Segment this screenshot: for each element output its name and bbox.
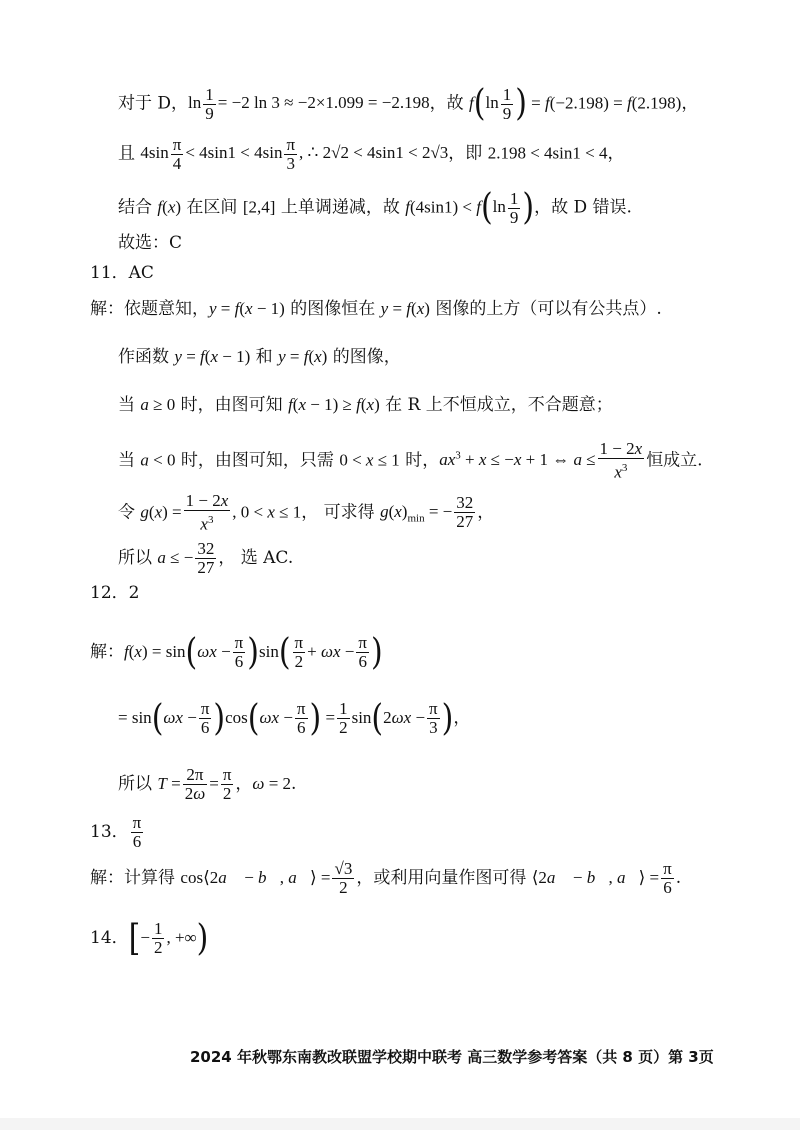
solution-line-11: 解：f(x) = sin(ωx − $\frac{\pi}{6}$ )sin( $\frac{\pi}{2}$ + ωx − $\frac{\pi}{6}$ ) bbox=[90, 630, 383, 673]
page-footer: 2024 年秋鄂东南教改联盟学校期中联考 高三数学参考答案（共 8 页）第 3页 bbox=[190, 1048, 714, 1066]
solution-line-8: 当 a < 0 时，由图可知，只需 0 < x ≤ 1 时，$ax^3 + x \le -x + 1$ ⇔ a ≤ $\frac{1 - 2x}{x^3}$ 恒成立. bbox=[118, 439, 703, 482]
solution-line-1: 对于 D，ln $\frac{1}{9}$ = −2 ln 3 ≈ −2×1.099 = −2.198，故 f(ln $\frac{1}{9}$ ) = f(−2.198) = f(2.198)， bbox=[118, 82, 699, 125]
solution-line-13: 所以 T = $\frac{2\pi}{2\omega}$ = $\frac{\pi}{2}$ ，ω = 2. bbox=[118, 765, 297, 803]
page-bottom-edge bbox=[0, 1118, 800, 1130]
solution-line-5: 解：依题意知，y = f(x − 1) 的图像恒在 y = f(x) 图像的上方（可以有公共点）. bbox=[90, 299, 662, 319]
solution-line-4: 故选：C bbox=[118, 233, 183, 253]
solution-line-10: 所以 a ≤ − $\frac{32}{27}$ ， 选 AC. bbox=[118, 539, 294, 577]
answer-11: 11．AC bbox=[90, 263, 154, 283]
solution-line-12: = sin(ωx − $\frac{\pi}{6}$ )cos(ωx − $\frac{\pi}{6}$ ) = $\frac{1}{2}$ sin(2ωx − $\frac{\pi}{3}$ )， bbox=[118, 696, 471, 739]
solution-line-6: 作函数 y = f(x − 1) 和 y = f(x) 的图像， bbox=[118, 347, 401, 367]
answer-13: 13． $\frac{\pi}{6}$ bbox=[90, 813, 142, 851]
solution-line-2: 且 4sin $\frac{\pi}{4}$ < 4sin1 < 4sin $\frac{\pi}{3}$ , ∴ 2√2 < 4sin1 < 2√3，即 2.198 < 4sin1 < 4， bbox=[118, 135, 625, 173]
solution-line-3: 结合 f(x) 在区间 [2,4] 上单调递减，故 f(4sin1) < f(ln $\frac{1}{9}$ )，故 D 错误. bbox=[118, 186, 632, 229]
solution-line-7: 当 a ≥ 0 时，由图可知 f(x − 1) ≥ f(x) 在 R 上不恒成立，不合题意； bbox=[118, 395, 613, 415]
answer-14: 14．[− $\frac{1}{2}$ , +∞) bbox=[90, 916, 209, 959]
solution-line-9: 令 g(x) = $\frac{1 - 2x}{x^3}$ , 0 < x ≤ 1， 可求得 $g(x)_{min}$ = − $\frac{32}{27}$ ， bbox=[118, 491, 495, 534]
answer-12: 12．2 bbox=[90, 583, 140, 603]
solution-line-14: 解：计算得 cos⟨2a⃗ − b⃗, a⃗⟩ = $\frac{√3}{2}$ ，或利用向量作图可得 ⟨2a⃗ − b⃗, a⃗⟩ = $\frac{\pi}{6}$ . bbox=[90, 859, 682, 897]
